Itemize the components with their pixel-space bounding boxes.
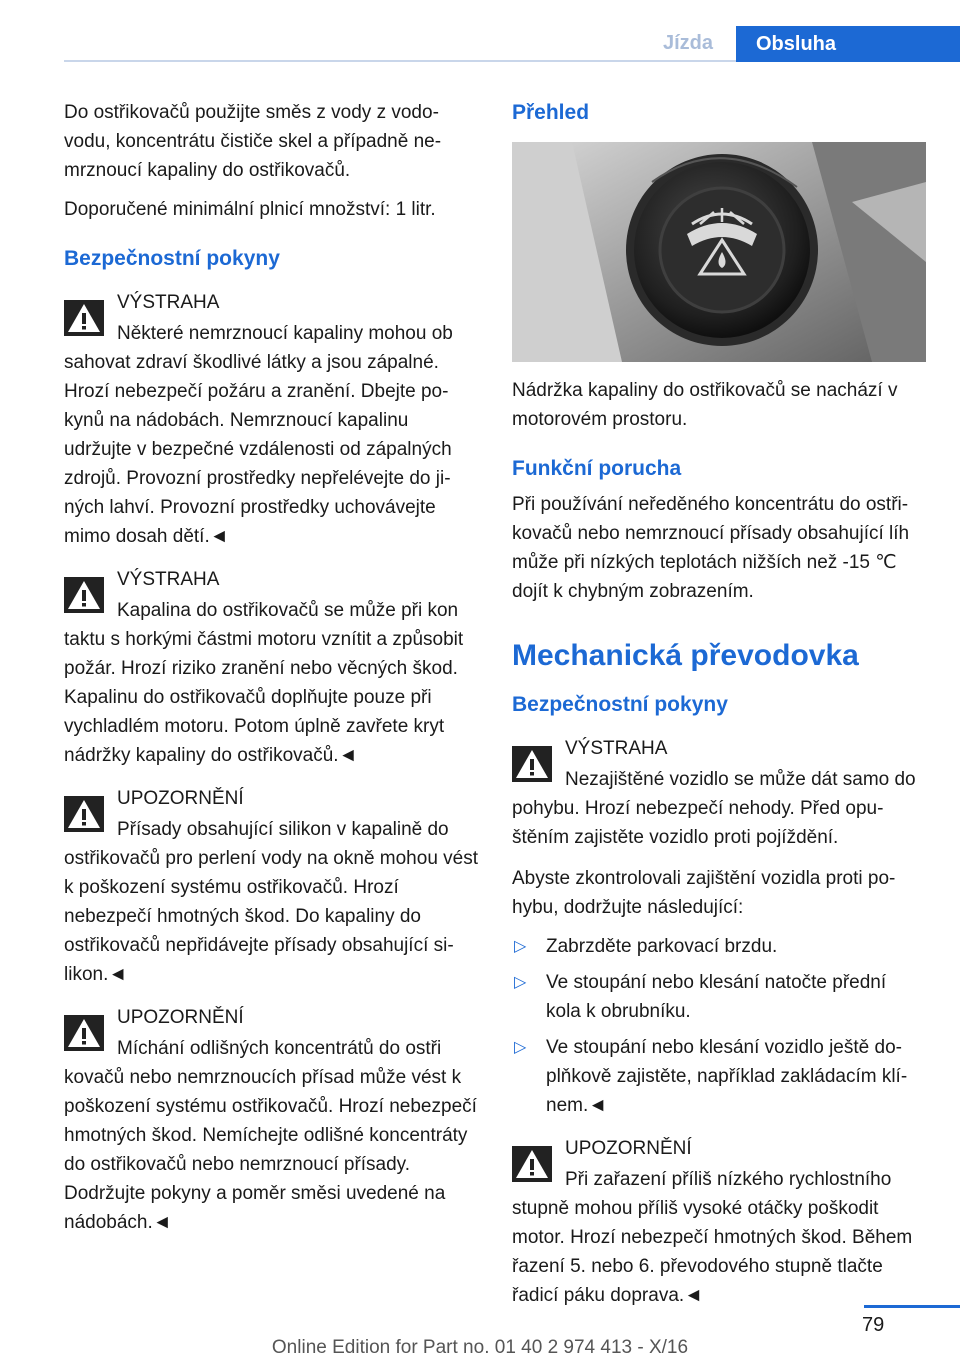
footer-rule bbox=[864, 1305, 960, 1308]
notice-title: UPOZORNĚNÍ bbox=[565, 1138, 692, 1159]
tab-obsluha[interactable]: Obsluha bbox=[736, 26, 960, 62]
notice-title: UPOZORNĚNÍ bbox=[117, 1007, 244, 1028]
warning-text-start: Některé nemrznoucí kapaliny mohou ob bbox=[117, 323, 453, 344]
warning-triangle-icon bbox=[512, 746, 552, 782]
safety-heading: Bezpečnostní pokyny bbox=[512, 693, 728, 716]
left-column bbox=[64, 98, 478, 1249]
warning-text: taktu s horkými částmi motoru vznítit a způsobit požár. Hrozí riziko zranění nebo věcných škod. Kapalinu do ostřikovačů doplňujte pouze při vychladlém motoru. Potom úplně zavřete kryt nádržky kapaliny do ostřikovačů.◄ bbox=[64, 629, 464, 766]
warning-triangle-icon bbox=[64, 796, 104, 832]
photo-caption: Nádržka kapaliny do ostřikovačů se nachází v motorovém prostoru. bbox=[512, 380, 898, 430]
securing-steps-list bbox=[512, 932, 926, 1120]
washer-reservoir-image bbox=[512, 142, 926, 362]
tab-jizda[interactable]: Jízda bbox=[662, 32, 714, 54]
notice-block bbox=[512, 1134, 926, 1310]
footer-note: Online Edition for Part no. 01 40 2 974 413 - X/16 bbox=[271, 1337, 689, 1358]
notice-block bbox=[64, 1003, 478, 1237]
warning-text-start: Nezajištěné vozidlo se může dát samo do bbox=[565, 769, 916, 790]
warning-block bbox=[64, 565, 478, 770]
notice-text-start: Míchání odlišných koncentrátů do ostři bbox=[117, 1038, 442, 1059]
notice-text-start: Při zařazení příliš nízkého rychlostního bbox=[565, 1169, 892, 1190]
warning-triangle-icon bbox=[64, 577, 104, 613]
overview-heading: Přehled bbox=[512, 101, 590, 124]
warning-title: VÝSTRAHA bbox=[117, 569, 220, 590]
warning-text: sahovat zdraví škodlivé látky a jsou zápalné. Hrozí nebezpečí požáru a zranění. Dbejte pokynů na nádobách. Nemrznoucí kapalinu udržujte v bezpečné vzdálenosti od zápalných zdrojů. Provozní prostředky nepřelévejte do jiných lahví. Provozní prostředky uchovávejte mimo dosah dětí.◄ bbox=[64, 352, 452, 547]
triangle-bullet-icon: ▷ bbox=[514, 938, 527, 955]
fault-heading: Funkční porucha bbox=[512, 457, 682, 480]
right-column bbox=[512, 98, 926, 1322]
notice-text-start: Přísady obsahující silikon v kapalině do bbox=[117, 819, 449, 840]
notice-block bbox=[64, 784, 478, 989]
notice-text: ostřikovačů pro perlení vody na okně mohou vést k poškození systému ostřikovačů. Hrozí nebezpečí hmotných škod. Do kapaliny do ostřikovačů nepřidávejte přísady obsahující silikon.◄ bbox=[64, 848, 479, 985]
warning-text-start: Kapalina do ostřikovačů se může při kon bbox=[117, 600, 459, 621]
list-item bbox=[512, 1033, 926, 1120]
list-item bbox=[512, 968, 926, 1026]
notice-text: kovačů nebo nemrznoucích přísad může vést k poškození systému ostřikovačů. Hrozí nebezpečí hmotných škod. Nemíchejte odlišné koncentráty do ostřikovačů nebo nemrznoucí přísady. Dodržujte pokyny a poměr směsi uvedené na nádobách.◄ bbox=[64, 1067, 477, 1233]
fill-quantity: Doporučené minimální plnicí množství: 1 litr. bbox=[64, 199, 436, 220]
warning-text: pohybu. Hrozí nebezpečí nehody. Před opuštěním zajistěte vozidlo proti pojíždění. bbox=[512, 798, 884, 848]
list-item-text: Ve stoupání nebo klesání natočte přední kola k obrubníku. bbox=[546, 972, 887, 1022]
safety-heading: Bezpečnostní pokyny bbox=[64, 247, 280, 270]
warning-title: VÝSTRAHA bbox=[565, 738, 668, 759]
list-item-text: Ve stoupání nebo klesání vozidlo ještě doplňkově zajistěte, například zakládacím klínem.◄ bbox=[546, 1037, 908, 1116]
warning-title: VÝSTRAHA bbox=[117, 292, 220, 313]
fault-text: Při používání neředěného koncentrátu do ostřikovačů nebo nemrznoucí přísady obsahující líh může při nízkých teplotách nižších než -15 ℃ dojít k chybným zobrazením. bbox=[512, 494, 910, 602]
warning-triangle-icon bbox=[512, 1146, 552, 1182]
triangle-bullet-icon: ▷ bbox=[514, 974, 527, 991]
intro-paragraph: Do ostřikovačů použijte směs z vody z vodovodu, koncentrátu čističe skel a případně nemrznoucí kapaliny do ostřikovačů. bbox=[64, 102, 442, 181]
list-item-text: Zabrzděte parkovací brzdu. bbox=[546, 936, 778, 957]
warning-block bbox=[64, 288, 478, 551]
notice-text: stupně mohou příliš vysoké otáčky poškodit motor. Hrozí nebezpečí hmotných škod. Během řazení 5. nebo 6. převodového stupně tlačte řadicí páku doprava.◄ bbox=[512, 1198, 913, 1306]
warning-block bbox=[512, 734, 926, 852]
warning-triangle-icon bbox=[64, 1015, 104, 1051]
list-item bbox=[512, 932, 926, 961]
page-number: 79 bbox=[862, 1314, 885, 1336]
warning-triangle-icon bbox=[64, 300, 104, 336]
triangle-bullet-icon: ▷ bbox=[514, 1039, 527, 1056]
notice-title: UPOZORNĚNÍ bbox=[117, 788, 244, 809]
section-title: Mechanická převodovka bbox=[512, 639, 859, 672]
check-intro: Abyste zkontrolovali zajištění vozidla proti pohybu, dodržujte následující: bbox=[512, 868, 896, 918]
